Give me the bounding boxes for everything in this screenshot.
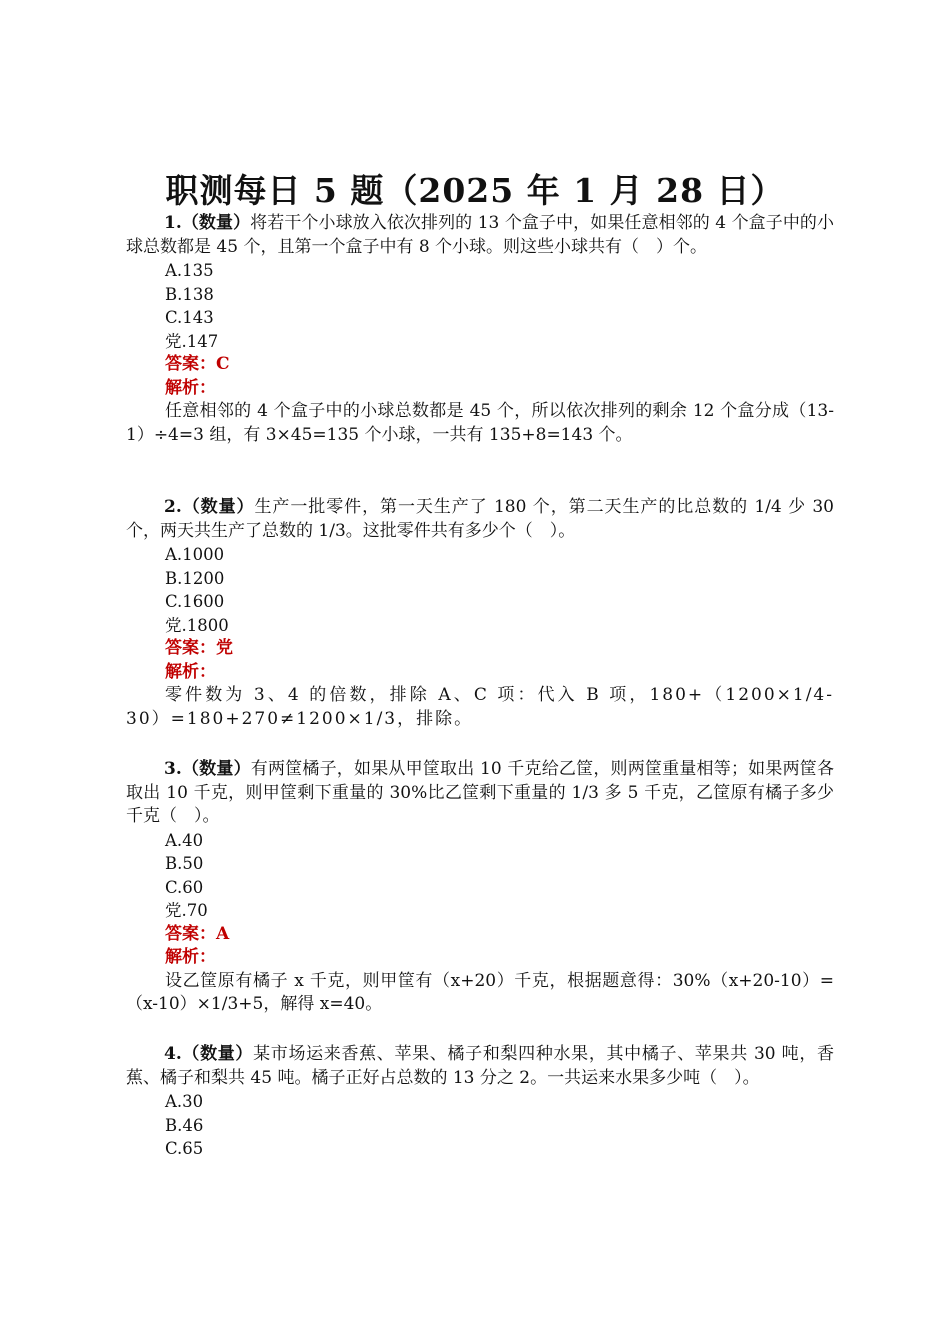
option-b: B.50 xyxy=(165,854,204,873)
question-4 xyxy=(126,1043,834,1161)
analysis-text: 设乙筐原有橘子 x 千克，则甲筐有（x+20）千克，根据题意得：30%（x+20-10）=（x-10）×1/3+5，解得 x=40。 xyxy=(126,970,834,1014)
question-number: 3. xyxy=(164,759,182,779)
answer: 答案：党 xyxy=(165,638,233,658)
question-3 xyxy=(126,758,834,1017)
answer: 答案：C xyxy=(165,354,230,374)
option-b: B.46 xyxy=(165,1115,204,1135)
option-c: C.1600 xyxy=(165,592,225,611)
analysis-text: 零件数为 3、4 的倍数，排除 A、C 项：代入 B 项，180+（1200×1/4-30）=180+270≠1200×1/3，排除。 xyxy=(126,685,834,729)
question-text: 某市场运来香蕉、苹果、橘子和梨四种水果，其中橘子、苹果共 30 吨，香蕉、橘子和梨共 45 吨。橘子正好占总数的 13 分之 2。一共运来水果多少吨（ ）。 xyxy=(126,1044,834,1088)
option-b: B.138 xyxy=(165,284,214,304)
option-c: C.60 xyxy=(165,877,204,897)
question-2 xyxy=(126,496,834,731)
option-a: A.40 xyxy=(165,830,204,850)
option-c: C.143 xyxy=(165,308,214,327)
question-number: 4. xyxy=(164,1044,182,1064)
option-d: 党.1800 xyxy=(165,615,229,635)
option-a: A.1000 xyxy=(165,545,225,564)
page-title: 职测每日 5 题（2025 年 1 月 28 日） xyxy=(165,171,785,210)
question-category: （数量） xyxy=(181,213,251,233)
analysis-label: 解析： xyxy=(165,377,216,398)
option-d: 党.147 xyxy=(165,331,219,351)
question-category: （数量） xyxy=(181,497,255,517)
analysis-label: 解析： xyxy=(165,947,216,967)
question-text: 将若干个小球放入依次排列的 13 个盒子中，如果任意相邻的 4 个盒子中的小球总数都是 45 个，且第一个盒子中有 8 个小球。则这些小球共有（ ）个。 xyxy=(126,213,835,257)
question-stem xyxy=(126,758,834,829)
option-a: A.135 xyxy=(165,261,214,280)
analysis-label: 解析： xyxy=(165,661,216,682)
question-1 xyxy=(126,212,834,447)
question-number: 1. xyxy=(164,213,182,233)
option-d: 党.70 xyxy=(165,901,208,920)
analysis-text: 任意相邻的 4 个盒子中的小球总数都是 45 个，所以依次排列的剩余 12 个盒分成（13-1）÷4=3 组，有 3×45=135 个小球，一共有 135+8=143 个。 xyxy=(126,401,834,445)
question-stem xyxy=(126,212,834,259)
answer: 答案：A xyxy=(165,923,230,944)
question-text: 有两筐橘子，如果从甲筐取出 10 千克给乙筐，则两筐重量相等；如果两筐各取出 10 千克，则甲筐剩下重量的 30%比乙筐剩下重量的 1/3 多 5 千克，乙筐原有橘子多少千克（ ）。 xyxy=(126,759,834,826)
question-category: （数量） xyxy=(181,759,251,779)
question-number: 2. xyxy=(164,497,182,517)
option-c: C.65 xyxy=(165,1139,204,1158)
option-b: B.1200 xyxy=(165,568,225,588)
option-a: A.30 xyxy=(165,1092,204,1111)
question-stem xyxy=(126,496,834,543)
question-category: （数量） xyxy=(181,1044,254,1064)
question-stem xyxy=(126,1043,834,1090)
question-text: 生产一批零件，第一天生产了 180 个，第二天生产的比总数的 1/4 少 30 个，两天共生产了总数的 1/3。这批零件共有多少个（ ）。 xyxy=(126,497,834,541)
